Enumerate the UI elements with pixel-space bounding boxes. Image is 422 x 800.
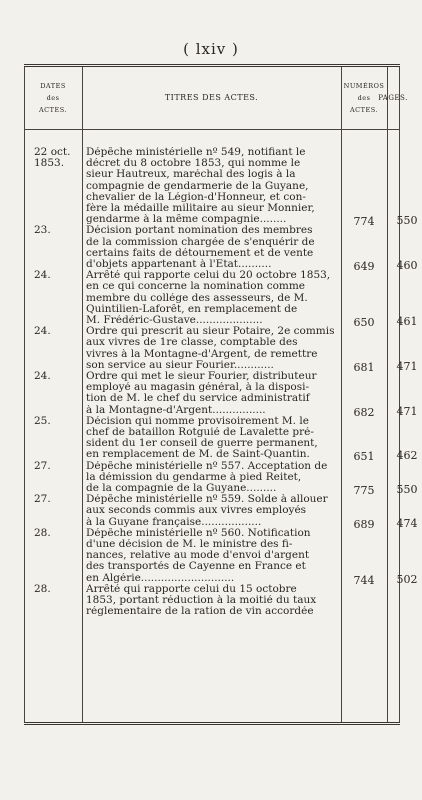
entry-date [34, 225, 80, 236]
entry-title-line: des transportés de Cayenne en France et [86, 561, 306, 573]
entry-page: 471 [396, 404, 418, 418]
entry-title-line: en remplacement de M. de Saint-Quantin. [86, 449, 310, 461]
entry-title [86, 494, 341, 528]
header-titres [82, 67, 341, 129]
entry-title-line: son service au sieur Fourier............ [86, 359, 274, 371]
entry-title-line: de la compagnie de la Guyane......... [86, 483, 277, 494]
entry-date-line: 24. [34, 325, 51, 338]
entry-title-line: certains faits de détournement et de vente [86, 247, 314, 259]
entry-title-line: d'objets appartenant à l'État.......... [86, 259, 272, 270]
entry-title [86, 461, 341, 495]
column-rule [341, 67, 342, 722]
entry-title-line: à la Montagne-d'Argent................ [86, 404, 266, 416]
entry-page: 462 [396, 449, 418, 463]
entry-title [86, 270, 341, 326]
entry-title-line: sident du 1er conseil de guerre permanent, [86, 438, 318, 450]
entry-title-line: décret du 8 octobre 1853, qui nomme le [86, 158, 301, 170]
entry-date-line: 1853. [34, 157, 65, 170]
header-pages [378, 67, 408, 129]
entry-date [34, 270, 80, 281]
entry-title-line: Dépêche ministérielle nº 549, notifiant le [86, 147, 306, 158]
entry-title-line: fère la médaille militaire au sieur Monnier, [86, 203, 315, 215]
entry-title-line: employé au magasin général, à la disposi- [86, 382, 310, 394]
entry-numero: 650 [353, 315, 375, 329]
page-number: ( lxiv ) [183, 40, 239, 58]
entry-page: 474 [396, 516, 418, 530]
header-numeros-line: ACTES. [349, 106, 379, 114]
entry-title-line: membre du collége des assesseurs, de M. [86, 292, 308, 304]
entry-numero: 744 [353, 573, 375, 587]
entry-title-line: Arrêté qui rapporte celui du 15 octobre [86, 583, 297, 595]
entry-title-line: Quintilien-Laforêt, en remplacement de [86, 303, 298, 315]
entry-title-line: la démission du gendarme à pied Reitet, [86, 471, 302, 483]
entry-numero: 681 [353, 360, 375, 374]
entry-title-line: Dépêche ministérielle nº 557. Acceptation de [86, 460, 328, 472]
column-rule [387, 67, 388, 722]
entry-title-line: chevalier de la Légion-d'Honneur, et con- [86, 191, 306, 203]
entry-numero: 649 [353, 259, 375, 273]
entry-date [34, 371, 80, 382]
entry-title-line: Décision qui nomme provisoirement M. le [86, 415, 309, 427]
header-numeros-line: des [357, 94, 371, 102]
entry-title-line: Dépêche ministérielle nº 559. Solde à allouer [86, 494, 328, 506]
entry-title-line: sieur Hautreux, maréchal des logis à la [86, 169, 296, 181]
entry-date [34, 326, 80, 337]
entry-date-line: 27. [34, 493, 51, 506]
entry-page: 461 [396, 314, 418, 328]
entry-page: 550 [396, 214, 418, 228]
index-table [24, 64, 418, 725]
entry-date [34, 528, 80, 539]
entry-date-line: 25. [34, 414, 51, 427]
entry-title-line: aux seconds commis aux vivres employés [86, 505, 307, 517]
entry-title-line: Ordre qui prescrit au sieur Potaire, 2e commis [86, 326, 335, 338]
entry-date [34, 494, 80, 505]
entry-title [86, 416, 341, 461]
entry-title [86, 528, 341, 584]
entry-date [34, 584, 80, 595]
entry-title-line: Décision portant nomination des membres [86, 225, 313, 237]
entry-title-line: à la Guyane française.................. [86, 516, 262, 528]
header-dates-line: des [46, 94, 60, 102]
entry-title [86, 326, 341, 371]
entry-date-line: 28. [34, 526, 51, 539]
entry-numero: 774 [353, 215, 375, 229]
entry-title [86, 225, 341, 270]
entry-page: 471 [396, 359, 418, 373]
entry-title-line: gendarme à la même compagnie........ [86, 214, 287, 226]
entry-numero: 651 [353, 450, 375, 464]
entry-numero: 689 [353, 517, 375, 531]
column-rule [399, 67, 400, 722]
entry-title-line: aux vivres de 1re classe, comptable des [86, 337, 298, 349]
column-rule [24, 67, 25, 722]
entry-title [86, 147, 341, 225]
entry-date-line: 23. [34, 224, 51, 237]
entry-page: 550 [396, 482, 418, 496]
entry-page: 460 [396, 258, 418, 272]
entry-title-line: M. Frédéric-Gustave.................... [86, 315, 263, 326]
entry-title-line: vivres à la Montagne-d'Argent, de remettre [86, 348, 318, 360]
header-pages-label: PAGES. [378, 94, 408, 102]
entry-title-line: d'une décision de M. le ministre des fi- [86, 539, 293, 550]
entry-title-line: réglementaire de la ration de vin accordée [86, 606, 314, 618]
entry-date-line: 22 oct. [34, 146, 71, 158]
entry-date-line: 27. [34, 459, 51, 472]
entry-title-line: 1853, portant réduction à la moitié du taux [86, 595, 317, 606]
entry-numero: 682 [353, 405, 375, 419]
entry-title-line: Ordre qui met le sieur Fourier, distributeur [86, 371, 317, 382]
header-dates [24, 67, 82, 129]
entry-date [34, 416, 80, 427]
entry-title-line: en Algérie............................ [86, 572, 235, 584]
entry-title [86, 584, 341, 618]
entry-date [34, 147, 80, 169]
entry-title-line: Dépêche ministérielle nº 560. Notification [86, 527, 311, 539]
entry-title-line: compagnie de gendarmerie de la Guyane, [86, 180, 309, 192]
header-numeros-line: NUMÉROS [343, 82, 385, 90]
entry-title [86, 371, 341, 416]
entry-page: 502 [396, 572, 418, 586]
entry-date-line: 24. [34, 370, 51, 382]
entry-title-line: tion de M. le chef du service administratif [86, 393, 310, 405]
header-dates-line: ACTES. [38, 106, 68, 114]
entry-date-line: 28. [34, 582, 51, 595]
entry-title-line: nances, relative au mode d'envoi d'argent [86, 550, 310, 562]
entry-title-line: Arrêté qui rapporte celui du 20 octobre 1853, [86, 270, 331, 282]
entry-numero: 775 [353, 483, 375, 497]
entry-title-line: de la commission chargée de s'enquérir de [86, 236, 315, 248]
entry-date-line: 24. [34, 269, 51, 282]
header-dates-line: DATES [40, 82, 66, 90]
entry-date [34, 461, 80, 472]
column-rule [82, 67, 83, 722]
header-rule [24, 129, 400, 130]
entry-title-line: chef de bataillon Rotguié de Lavalette pré- [86, 427, 314, 438]
header-titres-label: TITRES DES ACTES. [164, 93, 259, 102]
entry-title-line: en ce qui concerne la nomination comme [86, 281, 306, 293]
